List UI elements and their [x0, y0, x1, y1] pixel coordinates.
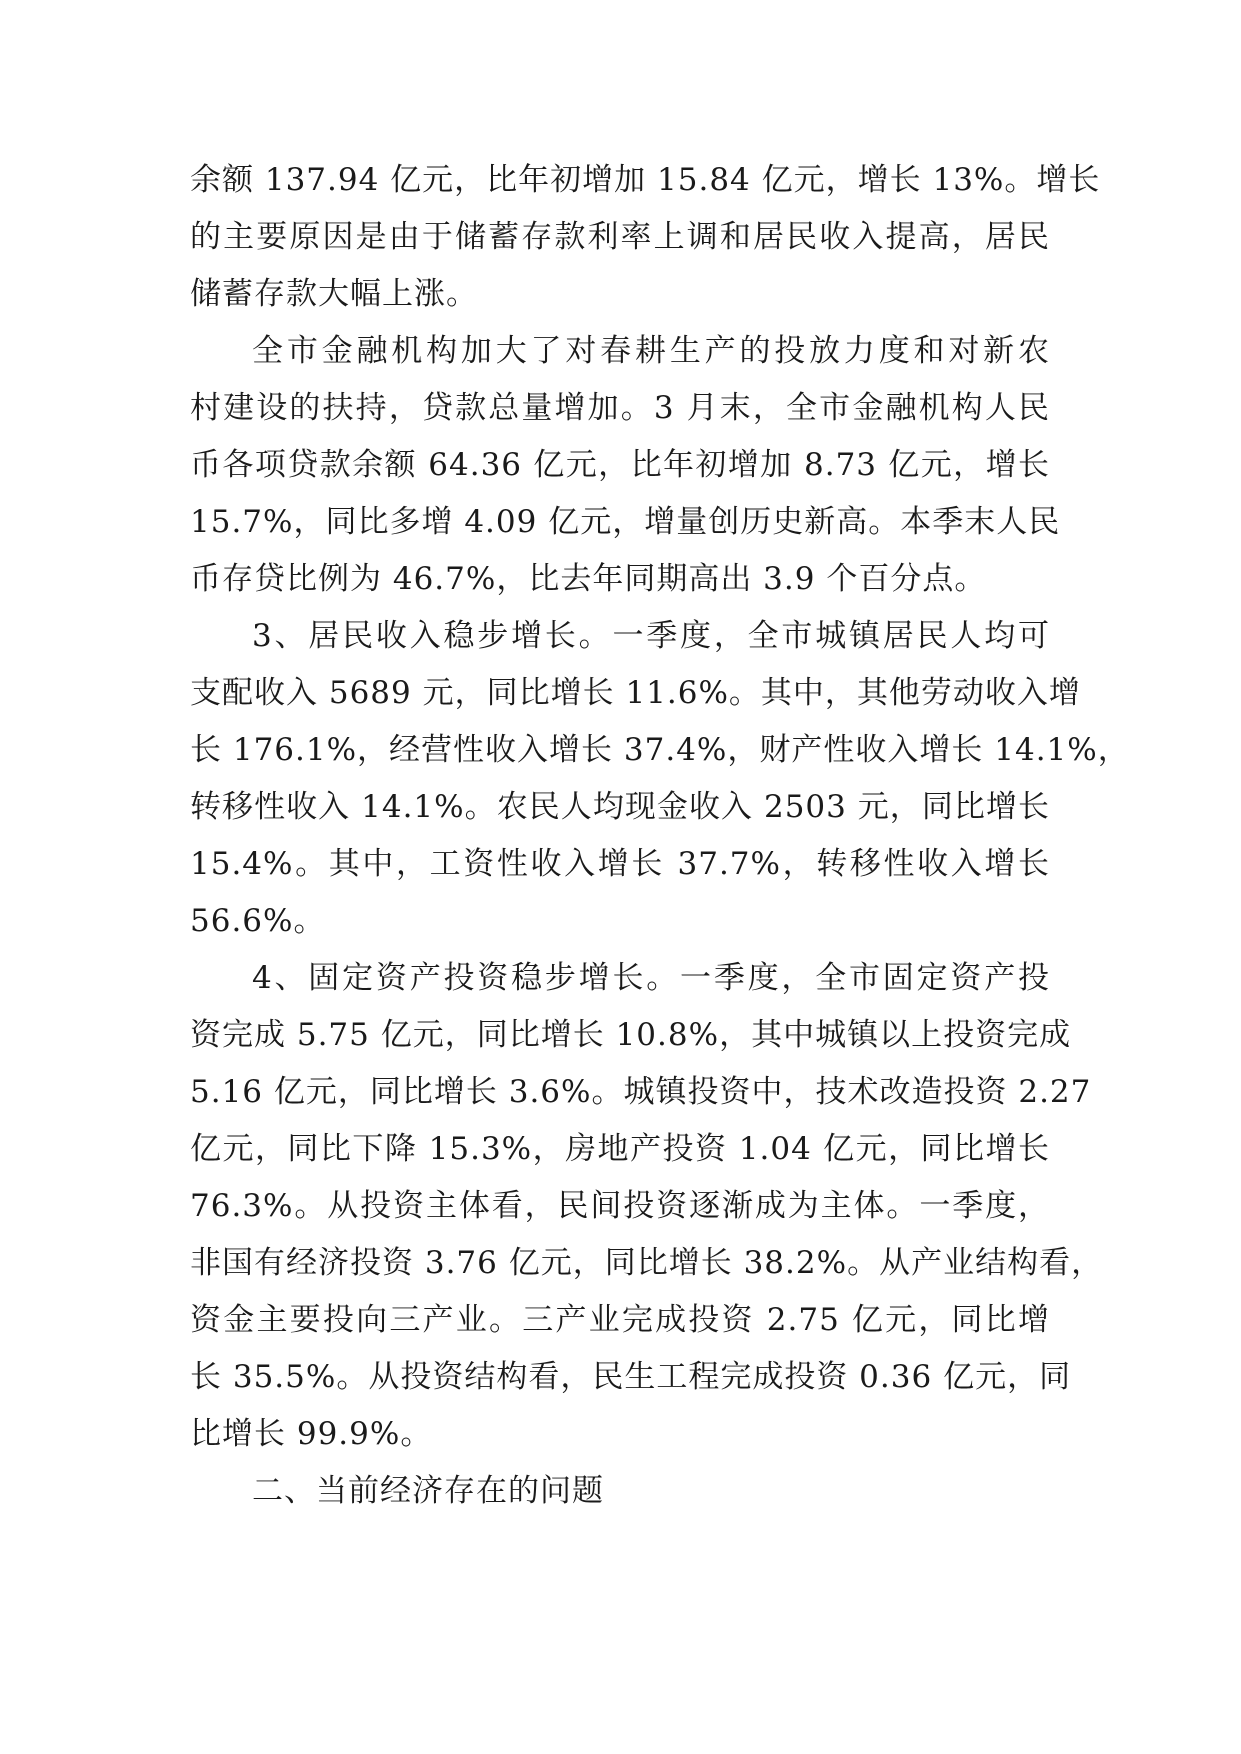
text-line: 4、固定资产投资稳步增长。一季度，全市固定资产投: [252, 960, 1050, 996]
text-line: 全市金融机构加大了对春耕生产的投放力度和对新农: [252, 333, 1050, 369]
text-line: 余额 137.94 亿元，比年初增加 15.84 亿元，增长 13%。增长: [190, 162, 1101, 198]
text-line: 支配收入 5689 元，同比增长 11.6%。其中，其他劳动收入增: [190, 675, 1081, 711]
section-heading-text: 二、当前经济存在的问题: [252, 1473, 604, 1509]
text-line: 亿元，同比下降 15.3%，房地产投资 1.04 亿元，同比增长: [190, 1131, 1050, 1167]
text-line: 储蓄存款大幅上涨。: [190, 276, 478, 312]
paragraph-loans: [190, 323, 1061, 608]
text-line: 3、居民收入稳步增长。一季度，全市城镇居民人均可: [252, 618, 1050, 654]
section-heading: [190, 1463, 1050, 1520]
text-line: 56.6%。: [190, 903, 326, 939]
text-line: 比增长 99.9%。: [190, 1416, 433, 1452]
text-line: 转移性收入 14.1%。农民人均现金收入 2503 元，同比增长: [190, 789, 1050, 825]
text-line: 5.16 亿元，同比增长 3.6%。城镇投资中，技术改造投资 2.27: [190, 1074, 1092, 1110]
text-line: 币各项贷款余额 64.36 亿元，比年初增加 8.73 亿元，增长: [190, 447, 1050, 483]
text-line: 15.7%，同比多增 4.09 亿元，增量创历史新高。本季末人民: [190, 504, 1061, 540]
text-line: 村建设的扶持，贷款总量增加。3 月末，全市金融机构人民: [190, 390, 1050, 426]
text-line: 非国有经济投资 3.76 亿元，同比增长 38.2%。从产业结构看，: [190, 1245, 1104, 1281]
paragraph-income: [190, 608, 1130, 950]
text-line: 76.3%。从投资主体看，民间投资逐渐成为主体。一季度，: [190, 1188, 1050, 1224]
text-line: 资金主要投向三产业。三产业完成投资 2.75 亿元，同比增: [190, 1302, 1050, 1338]
text-line: 15.4%。其中，工资性收入增长 37.7%，转移性收入增长: [190, 846, 1050, 882]
text-line: 的主要原因是由于储蓄存款利率上调和居民收入提高，居民: [190, 219, 1050, 255]
document-body: [190, 152, 1130, 1520]
paragraph-deposits-continued: [190, 152, 1101, 323]
paragraph-investment: [190, 950, 1104, 1463]
text-line: 长 35.5%。从投资结构看，民生工程完成投资 0.36 亿元，同: [190, 1359, 1072, 1395]
text-line: 资完成 5.75 亿元，同比增长 10.8%，其中城镇以上投资完成: [190, 1017, 1072, 1053]
text-line: 长 176.1%，经营性收入增长 37.4%，财产性收入增长 14.1%，: [190, 732, 1130, 768]
text-line: 币存贷比例为 46.7%，比去年同期高出 3.9 个百分点。: [190, 561, 987, 597]
